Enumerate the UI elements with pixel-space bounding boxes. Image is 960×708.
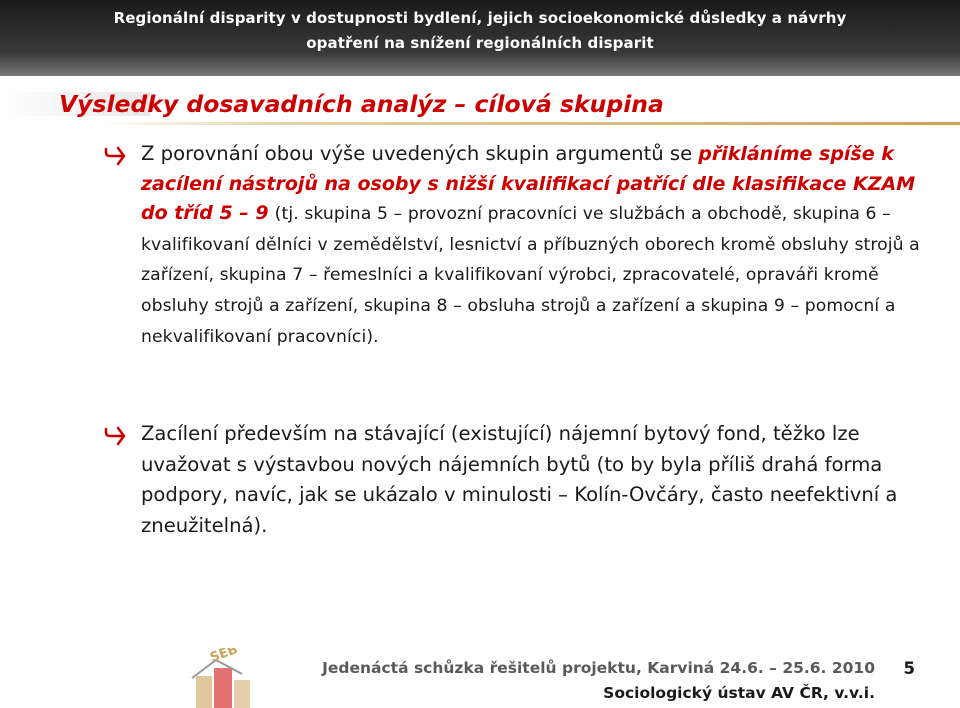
title-rule — [100, 122, 960, 125]
header-line-2: opatření na snížení regionálních disparit — [306, 34, 654, 52]
footer-meeting: Jedenáctá schůzka řešitelů projektu, Karviná 24.6. – 25.6. 2010 — [322, 659, 875, 677]
bullet-2-text — [141, 419, 921, 541]
bullet-1-text — [141, 139, 921, 352]
slide-title: Výsledky dosavadních analýz – cílová skupina — [59, 90, 664, 118]
bullet-1-highlight: přikláníme spíše k zacílení nástrojů na osoby s nižší kvalifikací patřící dle klasifikace KZAM do tříd 5 – 9 — [141, 143, 916, 225]
page-number: 5 — [903, 659, 915, 678]
svg-text:SEB: SEB — [208, 648, 240, 666]
seb-logo — [186, 648, 270, 708]
bullet-1-intro: Z porovnání obou výše uvedených skupin argumentů se — [141, 142, 693, 165]
slide-title-bar — [0, 92, 960, 126]
bullet-2-body: Zacílení především na stávající (existující) nájemní bytový fond, těžko lze uvažovat s výstavbou nových nájemních bytů (to by byla příliš drahá forma podpory, navíc, jak se ukázalo v minulosti – Kolín-Ovčáry, často neefektivní a zneužitelná). — [141, 422, 898, 537]
footer-institute: Sociologický ústav AV ČR, v.v.i. — [603, 684, 875, 702]
bullet-1-detail: (tj. skupina 5 – provozní pracovníci ve službách a obchodě, skupina 6 – kvalifikovaní dělníci v zemědělství, lesnictví a příbuzných oborech kromě obsluhy strojů a zařízení, skupina 7 – řemeslníci a kvalifikovaní výrobci, zpracovatelé, opraváři kromě obsluhy strojů a zařízení, skupina 8 – obsluha strojů a zařízení a skupina 9 – pomocní a nekvalifikovaní pracovníci). — [141, 204, 920, 347]
presentation-header — [0, 0, 960, 76]
footer-text — [322, 656, 875, 706]
header-line-1: Regionální disparity v dostupnosti bydlení, jejich socioekonomické důsledky a návrhy — [113, 9, 847, 27]
arrow-bullet-icon — [104, 426, 126, 449]
arrow-bullet-icon — [104, 146, 126, 169]
